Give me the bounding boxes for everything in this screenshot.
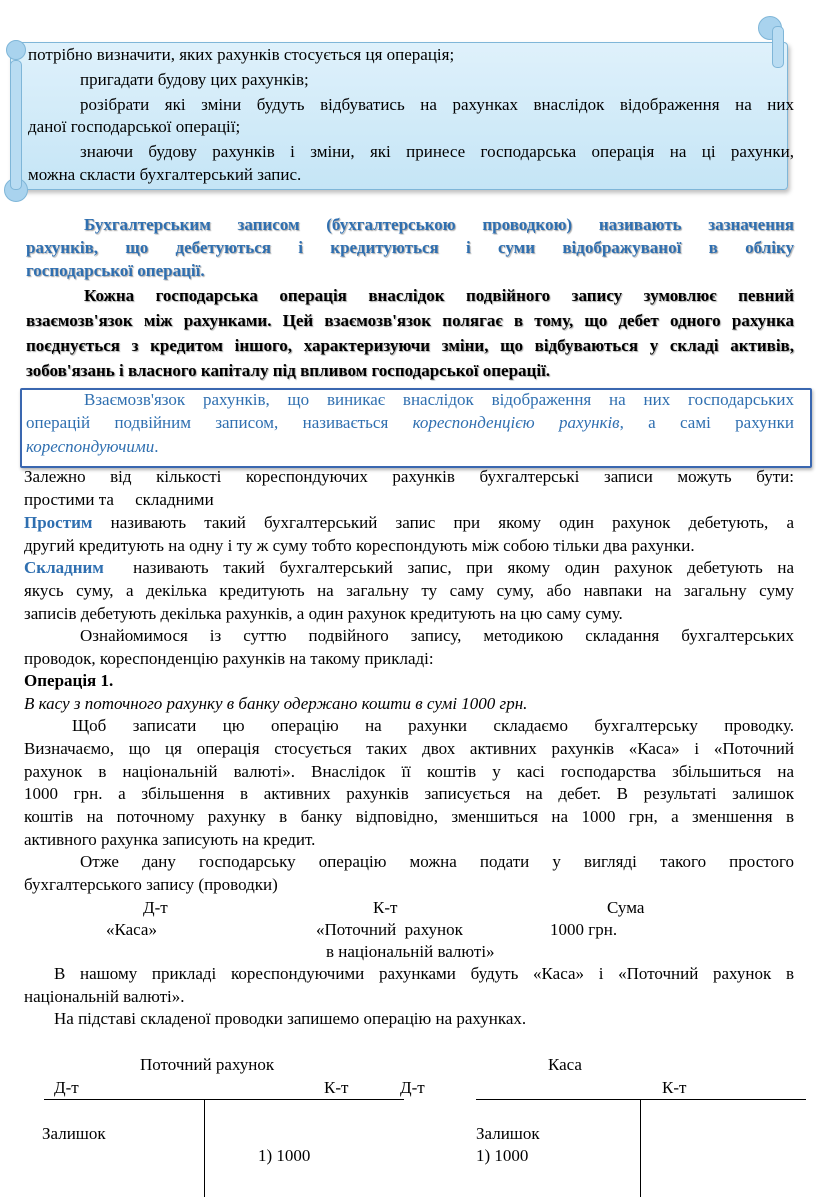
t-account-left-hline [44, 1099, 404, 1100]
t-account-left-vline [204, 1099, 205, 1197]
complex-line-2: якусь суму, а декілька кредитують на загальну ту саму суму, або навпаки на загальну суму [24, 581, 794, 600]
t-account-left-title: Поточний рахунок [140, 1055, 275, 1074]
t-account-left-debit: Д-т [54, 1078, 79, 1097]
complex-text: називають такий бухгалтерський запис, при якому один рахунок дебетують на [103, 558, 794, 577]
operation-title: Операція 1. [24, 671, 114, 690]
correspondence-line-3 [26, 436, 159, 458]
t-account-left-balance: Залишок [42, 1124, 106, 1143]
correspondence-line-2a: операцій подвійним записом, називається [26, 413, 413, 432]
present-line-1: Отже дану господарську операцію можна подати у вигляді такого простого [80, 852, 794, 871]
simple-line-2: другий кредитують на одну і ту ж суму тобто кореспондують між собою тільки два рахунки. [24, 536, 695, 555]
t-account-left-credit: К-т [324, 1078, 349, 1097]
scroll-line-3b: даної господарської операції; [28, 117, 241, 136]
present-line-2: бухгалтерського запису (проводки) [24, 875, 278, 894]
correspondence-term: кореспонденцією рахунків [412, 413, 620, 432]
scroll-rod-right [772, 26, 784, 68]
conclusion-line-1: В нашому прикладі кореспондуючими рахунками будуть «Каса» і «Поточний рахунок в [54, 964, 794, 983]
intro-line-2: проводок, кореспонденцію рахунків на такому прикладі: [24, 649, 434, 668]
explain-line-2: Визначаємо, що ця операція стосується таких двох активних рахунків «Каса» і «Поточний [24, 739, 794, 758]
correspondence-corresponding-term: кореспондуючими [26, 437, 155, 456]
t-account-right-vline [640, 1099, 641, 1197]
definition-line-1: Бухгалтерським записом (бухгалтерською проводкою) називають зазначення [84, 215, 794, 234]
entry-credit-account-2: в національній валюті» [326, 942, 495, 961]
complex-line-3: записів дебетують декілька рахунків, а один рахунок кредитують на цю саму суму. [24, 604, 623, 623]
explain-line-6: активного рахунка записують на кредит. [24, 830, 316, 849]
complex-term: Складним [24, 558, 104, 577]
entry-header-credit: К-т [373, 898, 398, 917]
scroll-curl-top-left-icon [6, 40, 26, 60]
para1-line-2: взаємозв'язок між рахунками. Цей взаємозв'язок полягає в тому, що дебет одного рахунка [26, 311, 794, 330]
intro-line-1: Ознайомимося із суттю подвійного запису, методикою складання бухгалтерських [80, 626, 794, 645]
entry-credit-account-1: «Поточний рахунок [316, 920, 463, 939]
scroll-line-4b: можна скласти бухгалтерський запис. [28, 165, 302, 184]
simple-line-1 [24, 512, 794, 534]
scroll-line-4a: знаючи будову рахунків і зміни, які принесе господарська операція на ці рахунки, [80, 142, 794, 161]
para1-line-4: зобов'язань і власного капіталу під впливом господарської операції. [26, 361, 551, 380]
definition-line-2: рахунків, що дебетуються і кредитуються і суми відображуваної в обліку [26, 238, 794, 257]
types-line-1: Залежно від кількості кореспондуючих рахунків бухгалтерські записи можуть бути: [24, 467, 794, 486]
t-account-right-debit: Д-т [400, 1078, 425, 1097]
operation-description: В касу з поточного рахунку в банку одержано кошти в сумі 1000 грн. [24, 694, 528, 713]
t-account-right-hline [476, 1099, 806, 1100]
explain-line-5: коштів на поточному рахунку в банку відповідно, зменшиться на 1000 грн, а зменшення в [24, 807, 794, 826]
scroll-rod-left [10, 60, 22, 190]
correspondence-line-1: Взаємозв'язок рахунків, що виникає внаслідок відображення на них господарських [84, 390, 794, 409]
para1-line-1: Кожна господарська операція внаслідок подвійного запису зумовлює певний [84, 286, 794, 305]
para1-line-3: поєднується з кредитом іншого, характеризуючи зміни, що відбуваються у складі активів, [26, 336, 794, 355]
entry-header-sum: Сума [607, 898, 645, 917]
types-line-2: простими та складними [24, 490, 214, 509]
simple-term: Простим [24, 513, 93, 532]
explain-line-1: Щоб записати цю операцію на рахунки складаємо бухгалтерську проводку. [72, 716, 794, 735]
t-account-right-title: Каса [548, 1055, 582, 1074]
correspondence-line-2b: , а самі рахунки [619, 413, 794, 432]
definition-line-3: господарської операції. [26, 261, 205, 280]
scroll-line-3a: розібрати які зміни будуть відбуватись на рахунках внаслідок відображення на них [80, 95, 794, 114]
simple-text: називають такий бухгалтерський запис при якому один рахунок дебетують, а [92, 513, 794, 532]
basis-text: На підставі складеної проводки запишемо операцію на рахунках. [54, 1009, 527, 1028]
complex-line-1 [24, 557, 794, 579]
t-account-right-debit-entry: 1) 1000 [476, 1146, 529, 1165]
t-account-left-credit-entry: 1) 1000 [258, 1146, 311, 1165]
correspondence-line-2 [26, 412, 794, 434]
entry-debit-account: «Каса» [106, 920, 157, 939]
entry-header-debit: Д-т [143, 898, 168, 917]
explain-line-3: рахунок в національній валюті». Внаслідок її коштів у касі господарства збільшиться на [24, 762, 794, 781]
explain-line-4: 1000 грн. а збільшення в активних рахунків записується на дебет. В результаті залишок [24, 784, 794, 803]
correspondence-period: . [154, 437, 159, 456]
scroll-line-2: пригадати будову цих рахунків; [80, 70, 309, 89]
t-account-right-balance: Залишок [476, 1124, 540, 1143]
entry-sum-value: 1000 грн. [550, 920, 618, 939]
t-account-right-credit: К-т [662, 1078, 687, 1097]
conclusion-line-2: національній валюті». [24, 987, 185, 1006]
scroll-line-1: потрібно визначити, яких рахунків стосується ця операція; [28, 45, 455, 64]
